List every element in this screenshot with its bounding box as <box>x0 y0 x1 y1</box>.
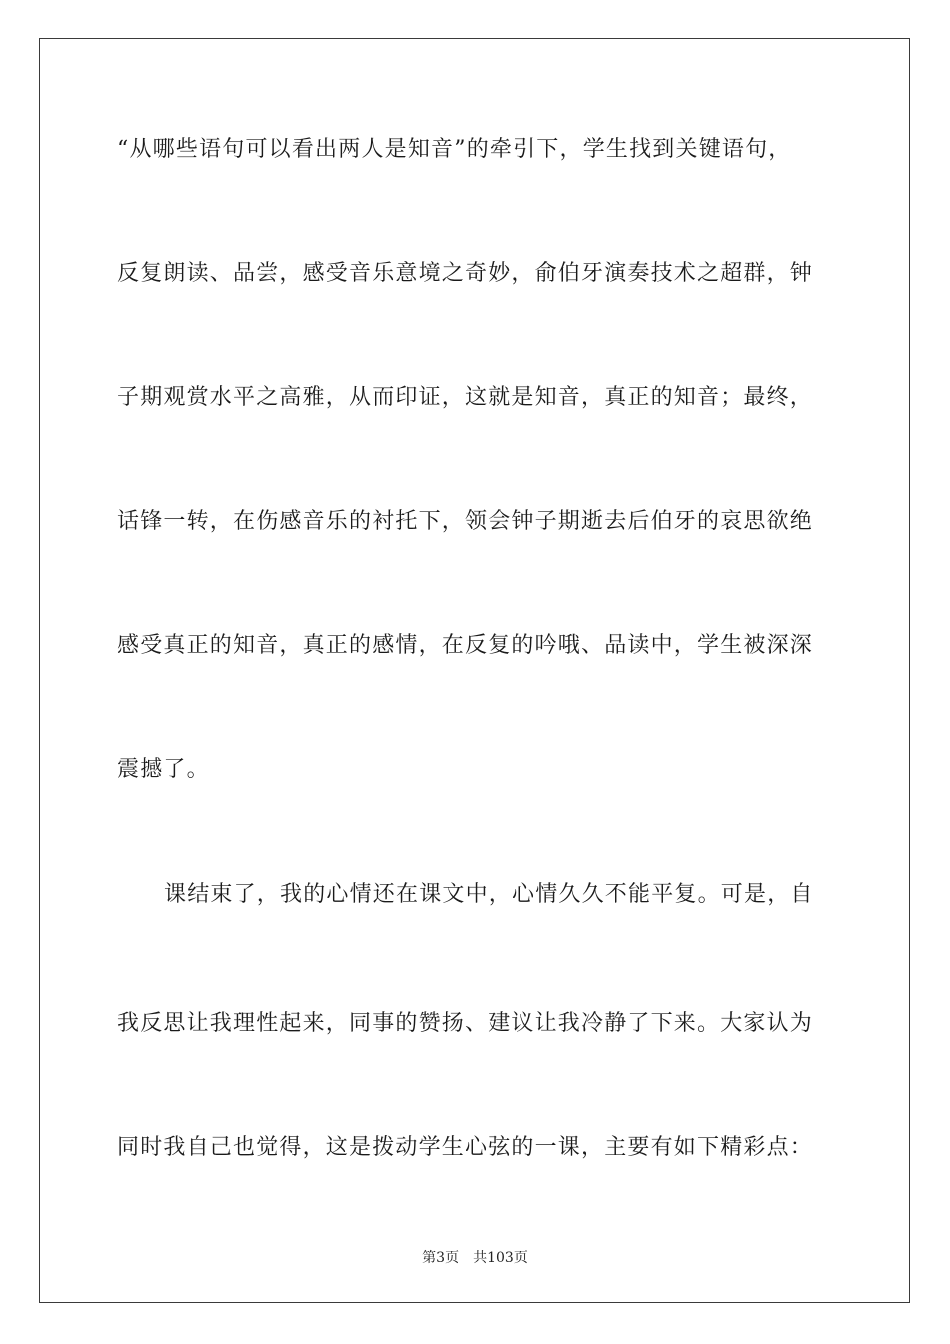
text-line: 反复朗读、品尝，感受音乐意境之奇妙，俞伯牙演奏技术之超群，钟 <box>117 261 814 286</box>
page-total: 共103页 <box>473 1250 528 1266</box>
text-line: 我反思让我理性起来，同事的赞扬、建议让我冷静了下来。大家认为 <box>117 1011 814 1036</box>
text-line: 感受真正的知音，真正的感情，在反复的吟哦、品读中，学生被深深 <box>117 633 814 658</box>
page-border <box>39 38 910 1303</box>
text-line: 子期观赏水平之高雅，从而印证，这就是知音，真正的知音；最终， <box>117 385 814 410</box>
text-line: 话锋一转，在伤感音乐的衬托下，领会钟子期逝去后伯牙的哀思欲绝 <box>117 509 814 534</box>
text-line: 同时我自己也觉得，这是拨动学生心弦的一课，主要有如下精彩点： <box>117 1135 814 1160</box>
text-line: “从哪些语句可以看出两人是知音”的牵引下，学生找到关键语句， <box>117 137 792 162</box>
page-footer <box>0 1247 950 1267</box>
page-number: 第3页 <box>422 1250 460 1266</box>
text-line: 震撼了。 <box>117 757 210 782</box>
paragraph-first-line: 课结束了，我的心情还在课文中，心情久久不能平复。可是，自 <box>164 882 814 907</box>
